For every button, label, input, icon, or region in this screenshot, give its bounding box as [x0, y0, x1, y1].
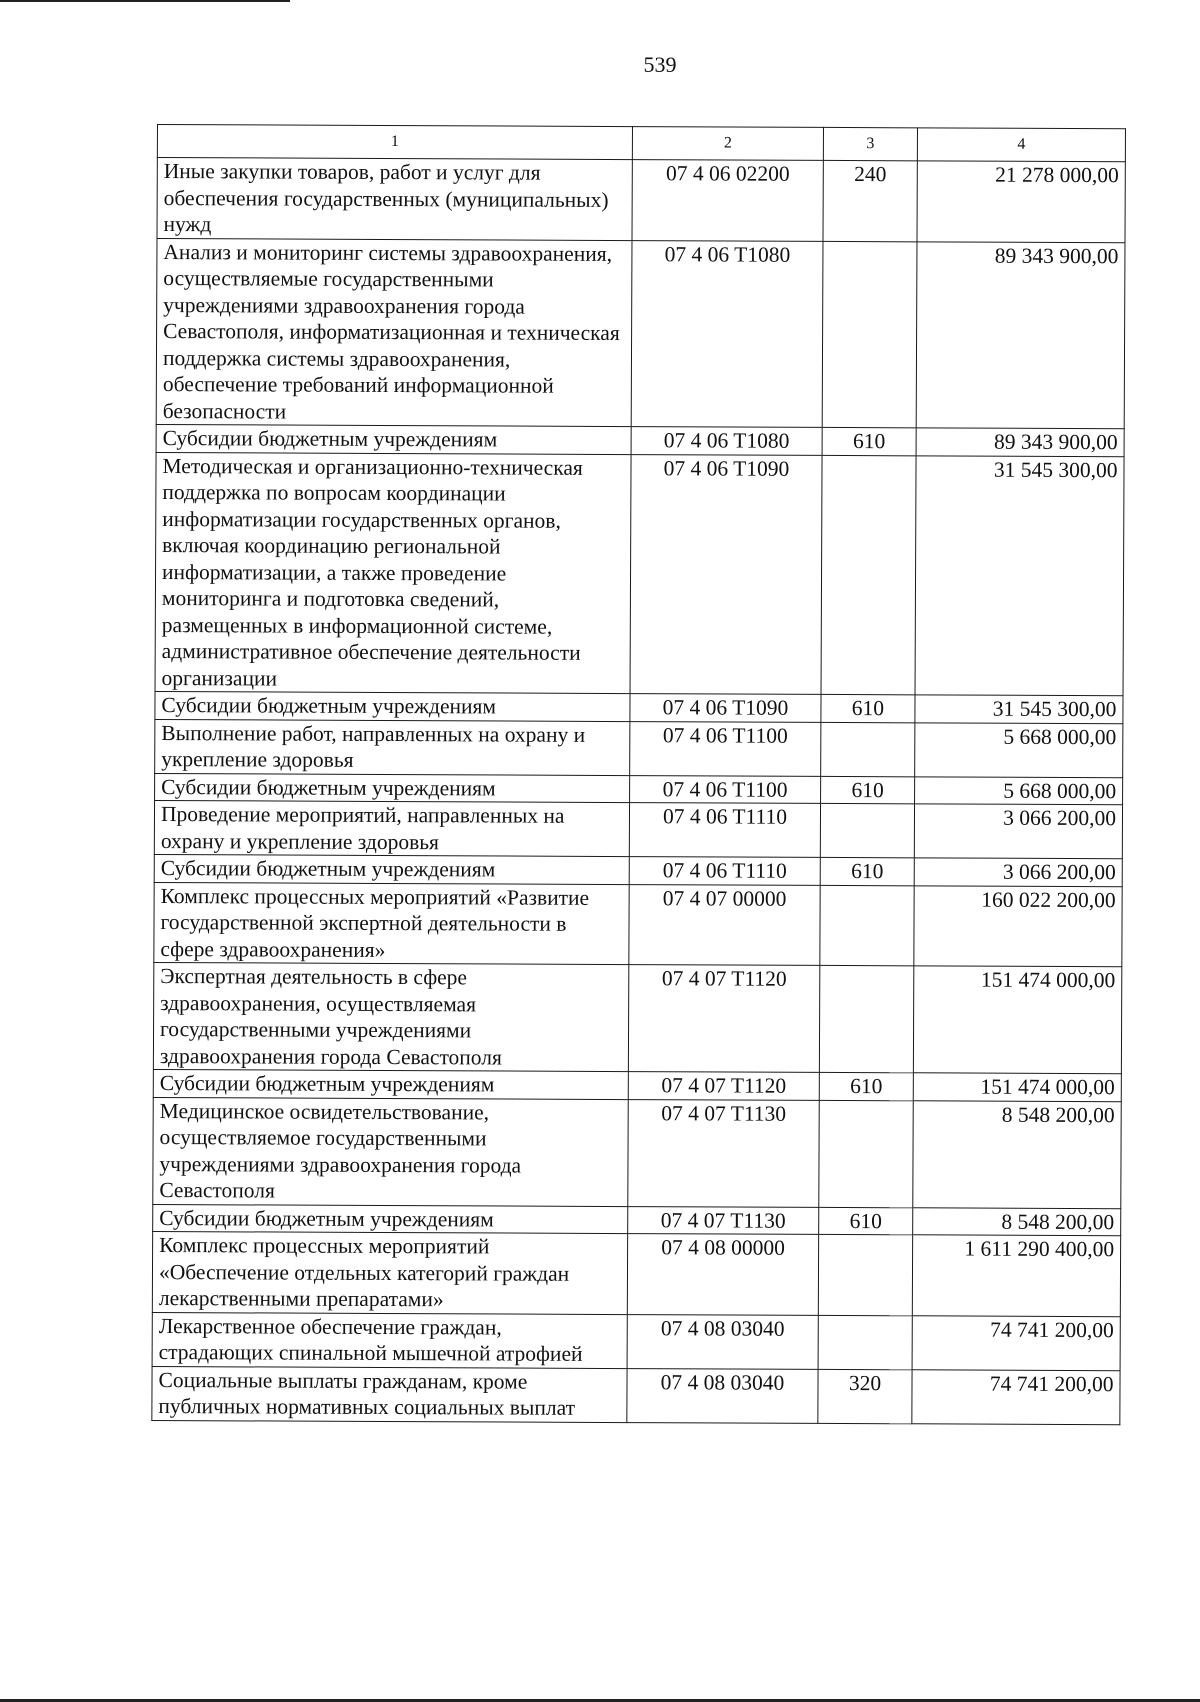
row-code: 07 4 06 T1090	[630, 694, 821, 722]
header-col-2: 2	[632, 127, 823, 161]
row-name: Лекарственное обеспечение граждан, страдающих спинальной мышечной атрофией	[152, 1312, 627, 1368]
row-name: Медицинское освидетельствование, осуществляемое государственными учреждениями здравоохранения города Севастополя	[153, 1097, 628, 1206]
row-name: Методическая и организационно-техническая поддержка по вопросам координации информатизации государственных органов, включая координацию региональной информатизации, а также проведение мониторинга и подготовка сведений, размещенных в информационной системе, административное обеспечение деятельности организации	[155, 452, 631, 694]
row-name: Комплекс процессных мероприятий «Развитие государственной экспертной деятельности в сфере здравоохранения»	[154, 882, 629, 965]
budget-table	[151, 124, 1126, 1425]
row-expense-type	[822, 241, 917, 428]
row-expense-type	[821, 455, 916, 695]
row-amount: 5 668 000,00	[915, 776, 1123, 804]
row-amount: 151 474 000,00	[913, 1073, 1121, 1101]
row-expense-type: 320	[818, 1369, 912, 1423]
row-expense-type: 610	[820, 857, 914, 885]
row-name: Иные закупки товаров, работ и услуг для обеспечения государственных (муниципальных) нужд	[157, 158, 632, 241]
row-amount: 8 548 200,00	[913, 1207, 1121, 1235]
row-code: 07 4 06 T1110	[629, 803, 820, 858]
row-amount: 74 741 200,00	[912, 1369, 1120, 1424]
row-code: 07 4 06 T1100	[630, 721, 821, 776]
row-expense-type	[819, 965, 913, 1072]
table-row	[155, 773, 1123, 805]
row-amount: 89 343 900,00	[916, 241, 1125, 428]
budget-table-container	[151, 124, 1125, 1425]
row-code: 07 4 07 T1130	[628, 1206, 819, 1234]
row-code: 07 4 06 T1080	[631, 427, 822, 455]
table-row	[153, 1097, 1121, 1208]
row-name: Субсидии бюджетным учреждениям	[155, 691, 630, 721]
row-code: 07 4 07 T1120	[628, 965, 819, 1073]
table-header-row	[157, 125, 1125, 162]
row-code: 07 4 08 00000	[627, 1234, 818, 1315]
table-row	[154, 854, 1122, 886]
table-row	[157, 158, 1125, 243]
table-row	[154, 882, 1122, 967]
row-name: Комплекс процессных мероприятий «Обеспечение отдельных категорий граждан лекарственными препаратами»	[152, 1231, 627, 1314]
row-amount: 89 343 900,00	[916, 428, 1124, 456]
row-name: Субсидии бюджетным учреждениям	[154, 854, 629, 884]
scan-edge-top	[0, 0, 290, 2]
header-col-3: 3	[823, 127, 917, 160]
header-col-1: 1	[157, 125, 632, 160]
row-expense-type	[819, 1100, 913, 1207]
row-code: 07 4 07 T1120	[628, 1072, 819, 1100]
row-amount: 160 022 200,00	[914, 885, 1122, 966]
row-expense-type	[820, 885, 914, 966]
row-code: 07 4 06 T1110	[629, 857, 820, 885]
row-code: 07 4 06 02200	[632, 160, 823, 241]
row-expense-type: 610	[821, 776, 915, 804]
row-expense-type: 610	[819, 1072, 913, 1100]
row-name: Анализ и мониторинг системы здравоохранения, осуществляемые государственными учреждениями здравоохранения города Севастополя, информатизационная и техническая поддержка системы здравоохранения, обеспечение требований информационной безопасности	[156, 238, 632, 427]
row-amount: 3 066 200,00	[914, 804, 1122, 859]
row-code: 07 4 08 03040	[627, 1368, 818, 1423]
table-body	[152, 158, 1125, 1425]
row-code: 07 4 08 03040	[627, 1314, 818, 1369]
table-row	[156, 238, 1125, 429]
header-col-4: 4	[917, 128, 1125, 162]
row-name: Субсидии бюджетным учреждениям	[155, 773, 630, 803]
row-amount: 8 548 200,00	[913, 1100, 1121, 1208]
row-amount: 31 545 300,00	[915, 455, 1124, 695]
table-row	[152, 1366, 1120, 1424]
row-amount: 5 668 000,00	[915, 722, 1123, 777]
row-expense-type	[821, 722, 915, 776]
row-amount: 151 474 000,00	[913, 966, 1121, 1074]
row-expense-type	[818, 1315, 912, 1369]
row-name: Экспертная деятельность в сфере здравоохранения, осуществляемая государственными учреждениями здравоохранения города Севастополя	[153, 962, 628, 1071]
row-code: 07 4 07 T1130	[628, 1099, 819, 1207]
table-row	[152, 1312, 1120, 1370]
row-expense-type	[818, 1234, 912, 1315]
row-expense-type: 610	[819, 1207, 913, 1235]
page-number: 539	[643, 52, 677, 77]
table-row	[153, 962, 1121, 1073]
row-expense-type: 240	[823, 160, 917, 241]
row-name: Субсидии бюджетным учреждениям	[156, 424, 631, 454]
row-name: Субсидии бюджетным учреждениям	[153, 1069, 628, 1099]
table-row	[155, 719, 1123, 777]
row-amount: 74 741 200,00	[912, 1315, 1120, 1370]
table-row	[155, 691, 1123, 723]
table-row	[156, 424, 1124, 456]
row-code: 07 4 06 T1100	[630, 775, 821, 803]
table-row	[152, 1231, 1120, 1316]
row-amount: 3 066 200,00	[914, 858, 1122, 886]
row-expense-type: 610	[822, 427, 916, 455]
table-row	[154, 800, 1122, 858]
table-row	[153, 1204, 1121, 1236]
row-expense-type: 610	[821, 694, 915, 722]
row-code: 07 4 06 T1080	[631, 240, 823, 427]
table-row	[153, 1069, 1121, 1101]
row-amount: 31 545 300,00	[915, 695, 1123, 723]
row-name: Проведение мероприятий, направленных на охрану и укрепление здоровья	[154, 800, 629, 856]
row-name: Субсидии бюджетным учреждениям	[153, 1204, 628, 1234]
table-row	[155, 452, 1124, 696]
row-code: 07 4 07 00000	[629, 884, 820, 965]
row-name: Выполнение работ, направленных на охрану и укрепление здоровья	[155, 719, 630, 775]
row-amount: 1 611 290 400,00	[912, 1235, 1120, 1316]
row-amount: 21 278 000,00	[917, 161, 1125, 242]
row-name: Социальные выплаты гражданам, кроме публичных нормативных социальных выплат	[152, 1366, 627, 1422]
row-code: 07 4 06 T1090	[630, 454, 822, 694]
row-expense-type	[820, 803, 914, 857]
